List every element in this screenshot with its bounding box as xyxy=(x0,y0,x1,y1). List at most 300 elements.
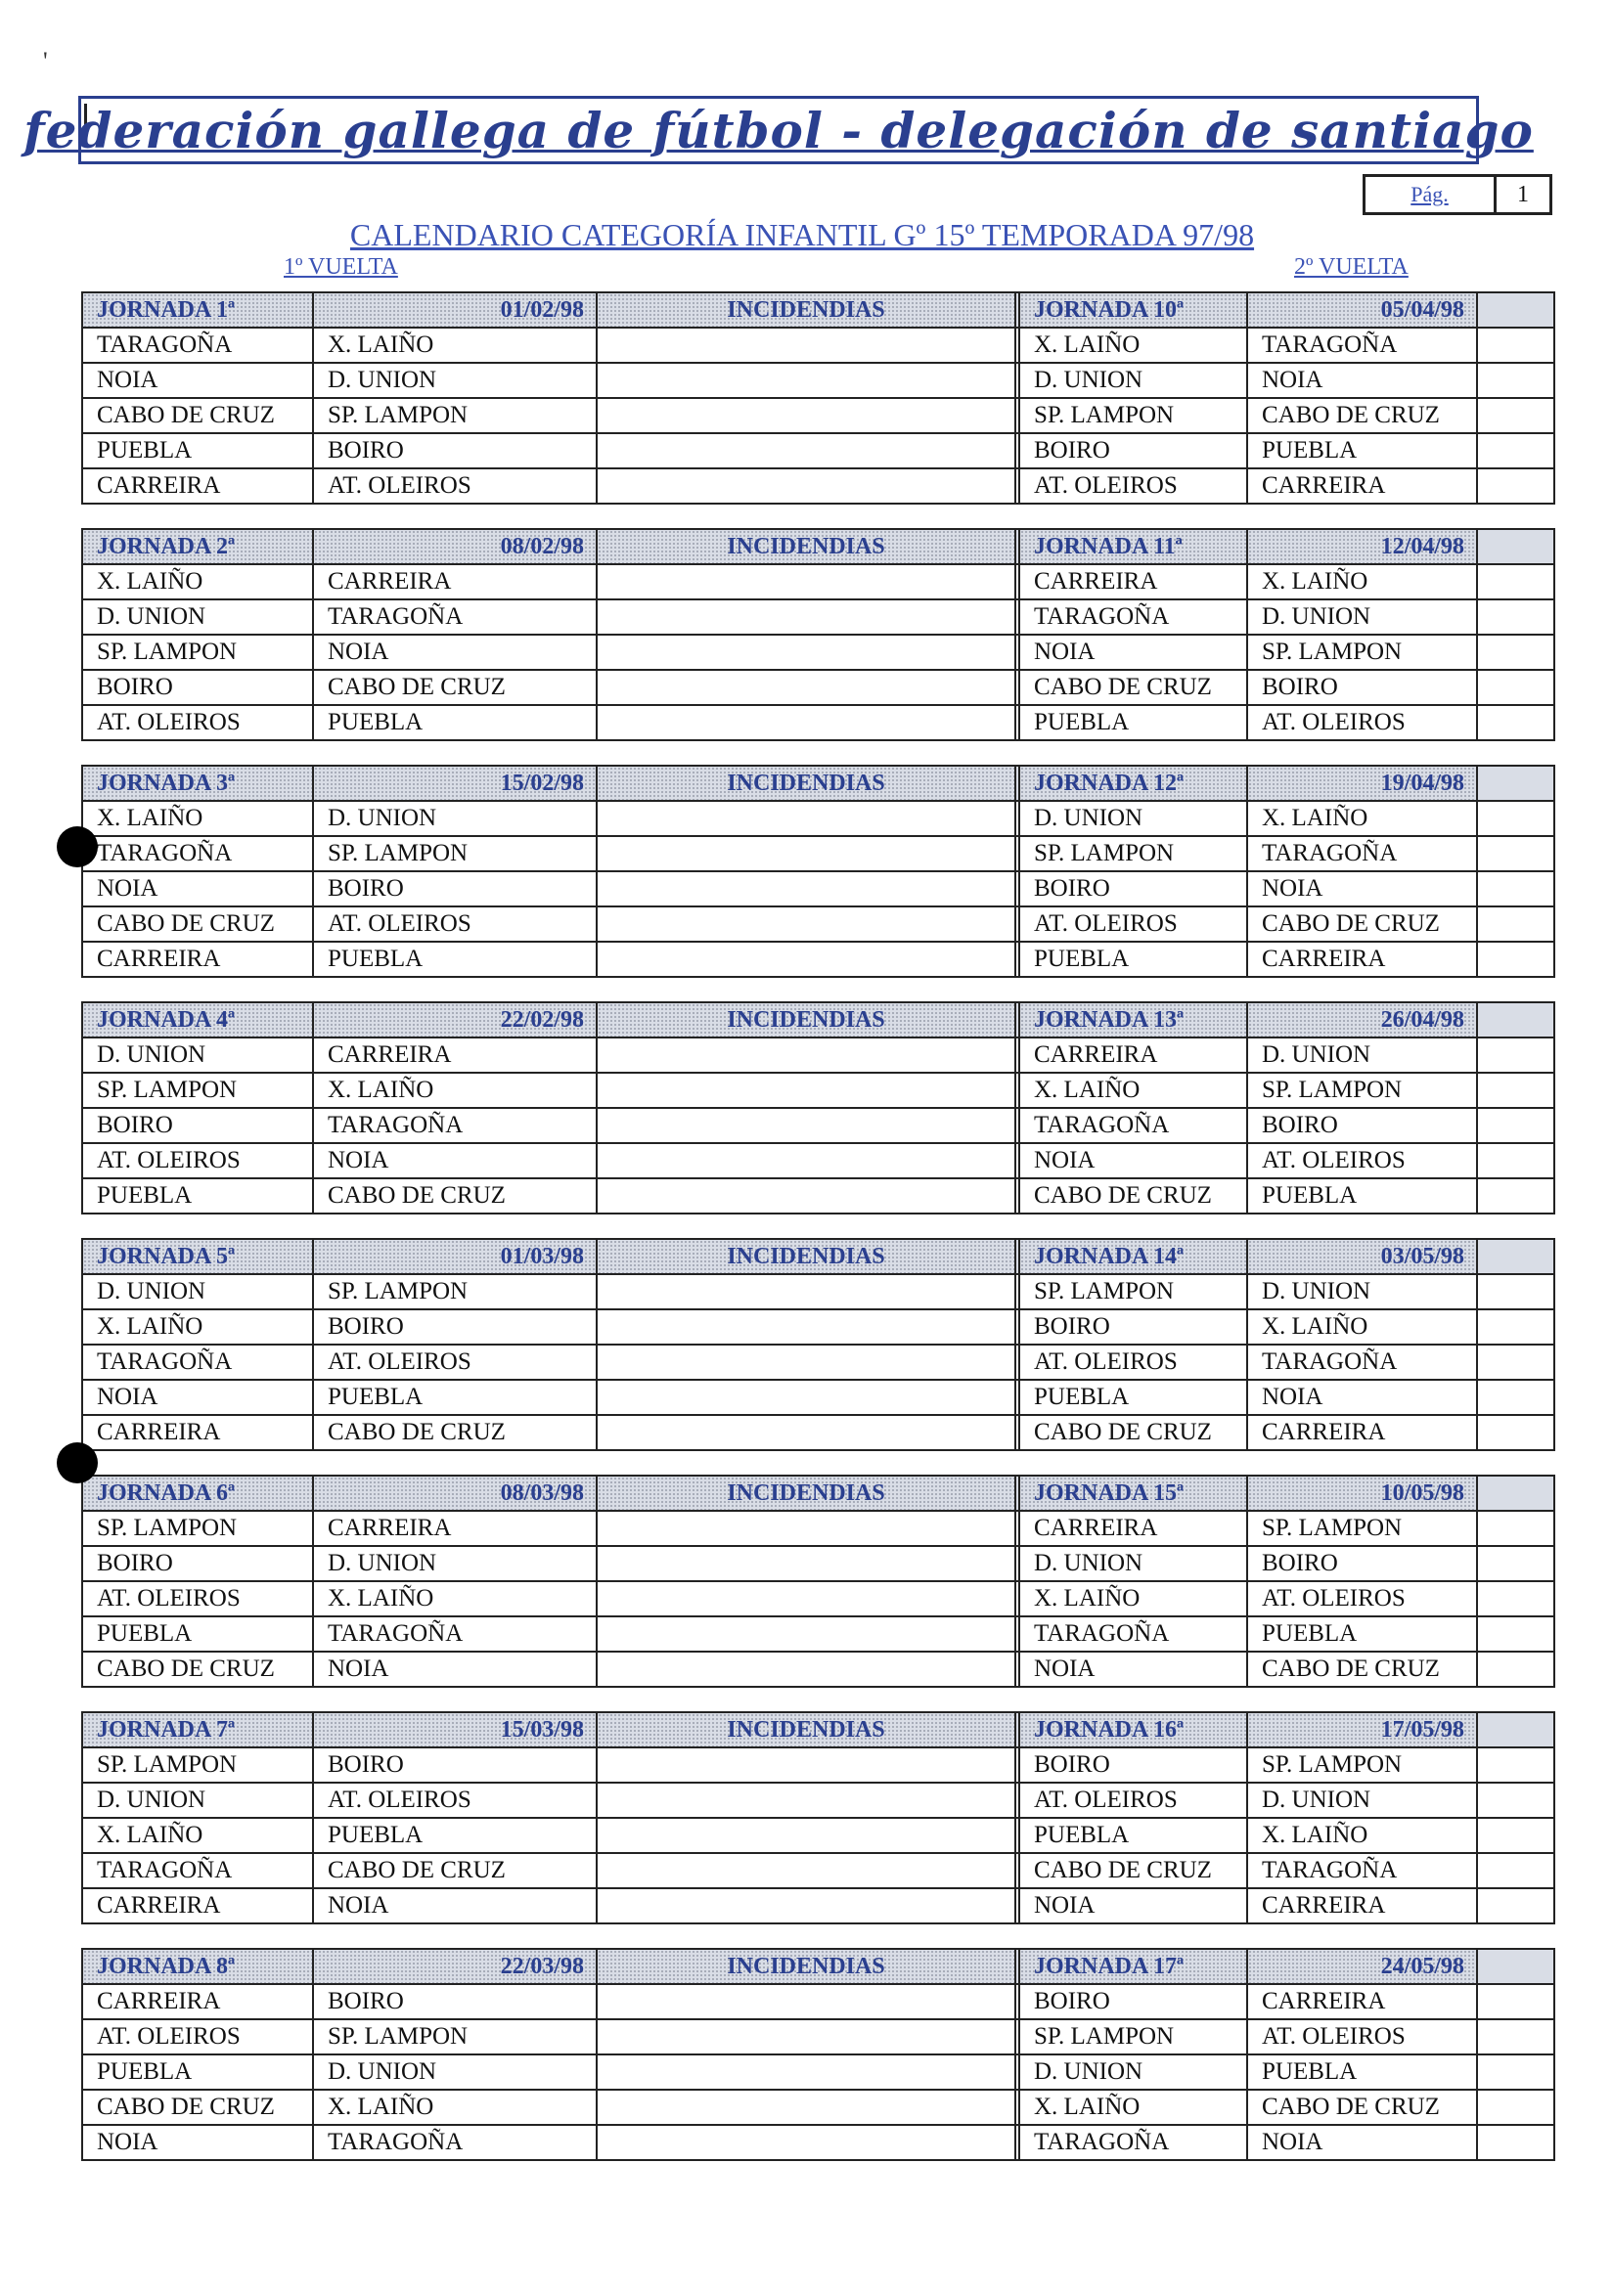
away-team: PUEBLA xyxy=(313,1380,597,1415)
away-team: BOIRO xyxy=(313,1747,597,1783)
home-team: CABO DE CRUZ xyxy=(82,1652,313,1687)
result-cell xyxy=(1477,705,1554,740)
jornada-date: 22/02/98 xyxy=(313,1002,597,1038)
result-cell xyxy=(1477,670,1554,705)
incidencias-cell xyxy=(597,1818,1015,1853)
result-cell xyxy=(1477,2090,1554,2125)
result-cell xyxy=(1477,292,1554,328)
jornada-date: 12/04/98 xyxy=(1247,529,1477,564)
jornada-label: JORNADA 8ª xyxy=(82,1949,313,1984)
match-row xyxy=(82,2125,1554,2160)
away-team: CABO DE CRUZ xyxy=(313,1178,597,1214)
home-team: X. LAIÑO xyxy=(82,564,313,599)
match-row xyxy=(82,1546,1554,1581)
home-team: TARAGOÑA xyxy=(1019,599,1247,635)
away-team: BOIRO xyxy=(313,871,597,906)
away-team: NOIA xyxy=(1247,2125,1477,2160)
result-cell xyxy=(1477,564,1554,599)
home-team: NOIA xyxy=(82,2125,313,2160)
home-team: SP. LAMPON xyxy=(1019,2019,1247,2054)
incidencias-cell xyxy=(597,1415,1015,1450)
home-team: SP. LAMPON xyxy=(82,635,313,670)
incidencias-cell xyxy=(597,1309,1015,1345)
away-team: X. LAIÑO xyxy=(313,1073,597,1108)
incidencias-cell xyxy=(597,1853,1015,1888)
match-row xyxy=(82,1888,1554,1923)
match-row xyxy=(82,1415,1554,1450)
jornada-label: JORNADA 17ª xyxy=(1019,1949,1247,1984)
match-row xyxy=(82,1616,1554,1652)
home-team: AT. OLEIROS xyxy=(82,705,313,740)
home-team: NOIA xyxy=(82,1380,313,1415)
incidencias-cell xyxy=(597,564,1015,599)
away-team: AT. OLEIROS xyxy=(1247,2019,1477,2054)
match-row xyxy=(82,2019,1554,2054)
away-team: PUEBLA xyxy=(313,1818,597,1853)
result-cell xyxy=(1477,801,1554,836)
home-team: CABO DE CRUZ xyxy=(1019,1415,1247,1450)
home-team: TARAGOÑA xyxy=(82,1853,313,1888)
result-cell xyxy=(1477,468,1554,504)
home-team: X. LAIÑO xyxy=(1019,2090,1247,2125)
home-team: CARREIRA xyxy=(82,942,313,977)
match-row xyxy=(82,1581,1554,1616)
away-team: D. UNION xyxy=(1247,1274,1477,1309)
incidencias-header: INCIDENDIAS xyxy=(597,1239,1015,1274)
home-team: X. LAIÑO xyxy=(82,1309,313,1345)
jornada-date: 15/03/98 xyxy=(313,1712,597,1747)
away-team: SP. LAMPON xyxy=(313,398,597,433)
away-team: CARREIRA xyxy=(1247,1415,1477,1450)
away-team: D. UNION xyxy=(1247,1783,1477,1818)
jornada-label: JORNADA 15ª xyxy=(1019,1476,1247,1511)
incidencias-cell xyxy=(597,871,1015,906)
away-team: X. LAIÑO xyxy=(1247,801,1477,836)
home-team: BOIRO xyxy=(82,670,313,705)
away-team: NOIA xyxy=(313,635,597,670)
away-team: PUEBLA xyxy=(1247,1178,1477,1214)
incidencias-cell xyxy=(597,1581,1015,1616)
incidencias-header: INCIDENDIAS xyxy=(597,1949,1015,1984)
match-row xyxy=(82,1038,1554,1073)
match-row xyxy=(82,1747,1554,1783)
home-team: D. UNION xyxy=(1019,363,1247,398)
away-team: X. LAIÑO xyxy=(313,2090,597,2125)
incidencias-header: INCIDENDIAS xyxy=(597,292,1015,328)
jornada-label: JORNADA 11ª xyxy=(1019,529,1247,564)
home-team: PUEBLA xyxy=(82,1616,313,1652)
page-number-box xyxy=(1363,174,1552,215)
home-team: NOIA xyxy=(82,363,313,398)
home-team: TARAGOÑA xyxy=(1019,1616,1247,1652)
round-header-row xyxy=(82,1239,1554,1274)
incidencias-cell xyxy=(597,942,1015,977)
match-row xyxy=(82,433,1554,468)
result-cell xyxy=(1477,1415,1554,1450)
away-team: CABO DE CRUZ xyxy=(313,1853,597,1888)
incidencias-cell xyxy=(597,1888,1015,1923)
home-team: BOIRO xyxy=(1019,1984,1247,2019)
result-cell xyxy=(1477,2019,1554,2054)
match-row xyxy=(82,670,1554,705)
match-row xyxy=(82,1380,1554,1415)
incidencias-header: INCIDENDIAS xyxy=(597,766,1015,801)
away-team: CARREIRA xyxy=(313,1511,597,1546)
away-team: TARAGOÑA xyxy=(313,2125,597,2160)
home-team: D. UNION xyxy=(82,1038,313,1073)
home-team: CABO DE CRUZ xyxy=(82,906,313,942)
result-cell xyxy=(1477,1818,1554,1853)
round-table xyxy=(81,1238,1555,1451)
away-team: BOIRO xyxy=(313,1984,597,2019)
away-team: NOIA xyxy=(1247,1380,1477,1415)
result-cell xyxy=(1477,529,1554,564)
incidencias-header: INCIDENDIAS xyxy=(597,1476,1015,1511)
result-cell xyxy=(1477,1108,1554,1143)
match-row xyxy=(82,705,1554,740)
match-row xyxy=(82,363,1554,398)
away-team: X. LAIÑO xyxy=(313,1581,597,1616)
jornada-date: 03/05/98 xyxy=(1247,1239,1477,1274)
home-team: CABO DE CRUZ xyxy=(82,2090,313,2125)
jornada-date: 01/02/98 xyxy=(313,292,597,328)
away-team: PUEBLA xyxy=(1247,1616,1477,1652)
home-team: CARREIRA xyxy=(1019,1511,1247,1546)
home-team: CARREIRA xyxy=(1019,564,1247,599)
home-team: AT. OLEIROS xyxy=(82,1143,313,1178)
result-cell xyxy=(1477,1274,1554,1309)
away-team: CARREIRA xyxy=(1247,1984,1477,2019)
jornada-label: JORNADA 5ª xyxy=(82,1239,313,1274)
home-team: AT. OLEIROS xyxy=(1019,906,1247,942)
result-cell xyxy=(1477,398,1554,433)
incidencias-header: INCIDENDIAS xyxy=(597,1712,1015,1747)
result-cell xyxy=(1477,599,1554,635)
jornada-date: 24/05/98 xyxy=(1247,1949,1477,1984)
away-team: CABO DE CRUZ xyxy=(313,1415,597,1450)
home-team: BOIRO xyxy=(1019,433,1247,468)
result-cell xyxy=(1477,1853,1554,1888)
round-table xyxy=(81,1001,1555,1214)
match-row xyxy=(82,871,1554,906)
vuelta-1-label: 1º VUELTA xyxy=(284,254,398,280)
match-row xyxy=(82,1511,1554,1546)
incidencias-cell xyxy=(597,1747,1015,1783)
round-table xyxy=(81,528,1555,741)
incidencias-header: INCIDENDIAS xyxy=(597,529,1015,564)
home-team: CABO DE CRUZ xyxy=(1019,1853,1247,1888)
round-header-row xyxy=(82,1712,1554,1747)
away-team: NOIA xyxy=(313,1888,597,1923)
incidencias-cell xyxy=(597,1652,1015,1687)
jornada-date: 08/02/98 xyxy=(313,529,597,564)
away-team: AT. OLEIROS xyxy=(313,1783,597,1818)
jornada-label: JORNADA 4ª xyxy=(82,1002,313,1038)
jornada-date: 17/05/98 xyxy=(1247,1712,1477,1747)
incidencias-cell xyxy=(597,2125,1015,2160)
away-team: CARREIRA xyxy=(1247,1888,1477,1923)
result-cell xyxy=(1477,1380,1554,1415)
home-team: TARAGOÑA xyxy=(82,836,313,871)
result-cell xyxy=(1477,906,1554,942)
match-row xyxy=(82,1853,1554,1888)
match-row xyxy=(82,599,1554,635)
incidencias-cell xyxy=(597,1108,1015,1143)
home-team: X. LAIÑO xyxy=(82,801,313,836)
home-team: SP. LAMPON xyxy=(1019,1274,1247,1309)
away-team: NOIA xyxy=(313,1652,597,1687)
away-team: SP. LAMPON xyxy=(1247,1073,1477,1108)
result-cell xyxy=(1477,1652,1554,1687)
result-cell xyxy=(1477,328,1554,363)
away-team: TARAGOÑA xyxy=(1247,1853,1477,1888)
home-team: PUEBLA xyxy=(82,433,313,468)
home-team: CARREIRA xyxy=(82,468,313,504)
away-team: X. LAIÑO xyxy=(313,328,597,363)
match-row xyxy=(82,635,1554,670)
incidencias-cell xyxy=(597,398,1015,433)
match-row xyxy=(82,1143,1554,1178)
vuelta-2-label: 2º VUELTA xyxy=(1294,254,1409,280)
away-team: TARAGOÑA xyxy=(313,599,597,635)
result-cell xyxy=(1477,1984,1554,2019)
away-team: CARREIRA xyxy=(1247,942,1477,977)
match-row xyxy=(82,1178,1554,1214)
away-team: CABO DE CRUZ xyxy=(1247,2090,1477,2125)
result-cell xyxy=(1477,836,1554,871)
home-team: BOIRO xyxy=(82,1546,313,1581)
home-team: BOIRO xyxy=(82,1108,313,1143)
jornada-label: JORNADA 16ª xyxy=(1019,1712,1247,1747)
round-header-row xyxy=(82,1002,1554,1038)
away-team: SP. LAMPON xyxy=(313,836,597,871)
result-cell xyxy=(1477,1581,1554,1616)
incidencias-cell xyxy=(597,363,1015,398)
home-team: D. UNION xyxy=(82,599,313,635)
away-team: CARREIRA xyxy=(313,1038,597,1073)
home-team: TARAGOÑA xyxy=(1019,2125,1247,2160)
away-team: NOIA xyxy=(1247,871,1477,906)
away-team: PUEBLA xyxy=(313,705,597,740)
home-team: BOIRO xyxy=(1019,1309,1247,1345)
incidencias-cell xyxy=(597,1984,1015,2019)
result-cell xyxy=(1477,1309,1554,1345)
match-row xyxy=(82,2090,1554,2125)
away-team: CABO DE CRUZ xyxy=(1247,398,1477,433)
home-team: PUEBLA xyxy=(82,2054,313,2090)
result-cell xyxy=(1477,1783,1554,1818)
home-team: PUEBLA xyxy=(82,1178,313,1214)
punch-hole xyxy=(57,826,98,867)
jornada-label: JORNADA 2ª xyxy=(82,529,313,564)
home-team: NOIA xyxy=(1019,1652,1247,1687)
jornada-label: JORNADA 7ª xyxy=(82,1712,313,1747)
away-team: TARAGOÑA xyxy=(1247,328,1477,363)
away-team: PUEBLA xyxy=(1247,2054,1477,2090)
away-team: X. LAIÑO xyxy=(1247,1818,1477,1853)
away-team: CABO DE CRUZ xyxy=(1247,1652,1477,1687)
match-row xyxy=(82,1818,1554,1853)
result-cell xyxy=(1477,1038,1554,1073)
home-team: X. LAIÑO xyxy=(1019,1581,1247,1616)
away-team: BOIRO xyxy=(1247,1546,1477,1581)
away-team: PUEBLA xyxy=(1247,433,1477,468)
incidencias-cell xyxy=(597,836,1015,871)
home-team: AT. OLEIROS xyxy=(1019,468,1247,504)
incidencias-cell xyxy=(597,906,1015,942)
incidencias-cell xyxy=(597,1616,1015,1652)
away-team: D. UNION xyxy=(1247,599,1477,635)
jornada-label: JORNADA 3ª xyxy=(82,766,313,801)
round-table xyxy=(81,765,1555,978)
match-row xyxy=(82,1652,1554,1687)
home-team: NOIA xyxy=(82,871,313,906)
match-row xyxy=(82,801,1554,836)
away-team: AT. OLEIROS xyxy=(1247,1143,1477,1178)
home-team: CARREIRA xyxy=(82,1984,313,2019)
match-row xyxy=(82,1345,1554,1380)
result-cell xyxy=(1477,1511,1554,1546)
home-team: CABO DE CRUZ xyxy=(1019,1178,1247,1214)
round-header-row xyxy=(82,1949,1554,1984)
round-header-row xyxy=(82,1476,1554,1511)
incidencias-cell xyxy=(597,599,1015,635)
home-team: BOIRO xyxy=(1019,871,1247,906)
incidencias-cell xyxy=(597,1178,1015,1214)
result-cell xyxy=(1477,766,1554,801)
away-team: D. UNION xyxy=(313,363,597,398)
round-table xyxy=(81,1475,1555,1688)
match-row xyxy=(82,1984,1554,2019)
jornada-date: 05/04/98 xyxy=(1247,292,1477,328)
round-header-row xyxy=(82,529,1554,564)
result-cell xyxy=(1477,1546,1554,1581)
away-team: SP. LAMPON xyxy=(313,1274,597,1309)
result-cell xyxy=(1477,1143,1554,1178)
federation-banner xyxy=(23,96,1534,164)
match-row xyxy=(82,398,1554,433)
home-team: AT. OLEIROS xyxy=(1019,1783,1247,1818)
away-team: NOIA xyxy=(313,1143,597,1178)
jornada-date: 01/03/98 xyxy=(313,1239,597,1274)
round-table xyxy=(81,1948,1555,2161)
result-cell xyxy=(1477,1712,1554,1747)
away-team: TARAGOÑA xyxy=(1247,836,1477,871)
home-team: D. UNION xyxy=(1019,2054,1247,2090)
result-cell xyxy=(1477,1002,1554,1038)
jornada-date: 15/02/98 xyxy=(313,766,597,801)
away-team: AT. OLEIROS xyxy=(313,906,597,942)
home-team: TARAGOÑA xyxy=(82,1345,313,1380)
home-team: CABO DE CRUZ xyxy=(1019,670,1247,705)
away-team: BOIRO xyxy=(1247,670,1477,705)
result-cell xyxy=(1477,363,1554,398)
home-team: X. LAIÑO xyxy=(1019,1073,1247,1108)
away-team: D. UNION xyxy=(313,2054,597,2090)
result-cell xyxy=(1477,433,1554,468)
home-team: SP. LAMPON xyxy=(82,1073,313,1108)
away-team: BOIRO xyxy=(313,1309,597,1345)
away-team: D. UNION xyxy=(313,1546,597,1581)
incidencias-cell xyxy=(597,635,1015,670)
home-team: SP. LAMPON xyxy=(82,1747,313,1783)
away-team: SP. LAMPON xyxy=(1247,1511,1477,1546)
incidencias-cell xyxy=(597,1783,1015,1818)
home-team: BOIRO xyxy=(1019,1747,1247,1783)
home-team: CARREIRA xyxy=(82,1888,313,1923)
match-row xyxy=(82,906,1554,942)
jornada-label: JORNADA 6ª xyxy=(82,1476,313,1511)
scan-mark: ' xyxy=(43,47,48,75)
incidencias-cell xyxy=(597,801,1015,836)
home-team: PUEBLA xyxy=(1019,942,1247,977)
away-team: X. LAIÑO xyxy=(1247,1309,1477,1345)
home-team: NOIA xyxy=(1019,1143,1247,1178)
home-team: D. UNION xyxy=(82,1274,313,1309)
jornada-label: JORNADA 14ª xyxy=(1019,1239,1247,1274)
incidencias-cell xyxy=(597,433,1015,468)
page-label: Pág. xyxy=(1366,177,1497,212)
away-team: CARREIRA xyxy=(313,564,597,599)
match-row xyxy=(82,836,1554,871)
home-team: SP. LAMPON xyxy=(82,1511,313,1546)
jornada-date: 26/04/98 xyxy=(1247,1002,1477,1038)
away-team: SP. LAMPON xyxy=(1247,635,1477,670)
banner-title: federación gallega de fútbol - delegación de santiago xyxy=(23,101,1534,159)
jornada-date: 10/05/98 xyxy=(1247,1476,1477,1511)
incidencias-header: INCIDENDIAS xyxy=(597,1002,1015,1038)
home-team: AT. OLEIROS xyxy=(1019,1345,1247,1380)
away-team: X. LAIÑO xyxy=(1247,564,1477,599)
match-row xyxy=(82,328,1554,363)
home-team: CABO DE CRUZ xyxy=(82,398,313,433)
incidencias-cell xyxy=(597,705,1015,740)
result-cell xyxy=(1477,1949,1554,1984)
home-team: X. LAIÑO xyxy=(1019,328,1247,363)
away-team: D. UNION xyxy=(1247,1038,1477,1073)
jornada-date: 19/04/98 xyxy=(1247,766,1477,801)
away-team: NOIA xyxy=(1247,363,1477,398)
round-table xyxy=(81,1711,1555,1924)
away-team: CABO DE CRUZ xyxy=(313,670,597,705)
incidencias-cell xyxy=(597,1274,1015,1309)
match-row xyxy=(82,1783,1554,1818)
incidencias-cell xyxy=(597,1345,1015,1380)
result-cell xyxy=(1477,1888,1554,1923)
result-cell xyxy=(1477,1476,1554,1511)
result-cell xyxy=(1477,2054,1554,2090)
away-team: CABO DE CRUZ xyxy=(1247,906,1477,942)
incidencias-cell xyxy=(597,1511,1015,1546)
home-team: NOIA xyxy=(1019,635,1247,670)
incidencias-cell xyxy=(597,670,1015,705)
result-cell xyxy=(1477,635,1554,670)
home-team: CARREIRA xyxy=(1019,1038,1247,1073)
away-team: TARAGOÑA xyxy=(1247,1345,1477,1380)
result-cell xyxy=(1477,1616,1554,1652)
home-team: AT. OLEIROS xyxy=(82,1581,313,1616)
result-cell xyxy=(1477,1345,1554,1380)
away-team: AT. OLEIROS xyxy=(1247,1581,1477,1616)
match-row xyxy=(82,2054,1554,2090)
away-team: AT. OLEIROS xyxy=(313,468,597,504)
result-cell xyxy=(1477,1747,1554,1783)
home-team: TARAGOÑA xyxy=(1019,1108,1247,1143)
away-team: AT. OLEIROS xyxy=(1247,705,1477,740)
jornada-date: 08/03/98 xyxy=(313,1476,597,1511)
away-team: CARREIRA xyxy=(1247,468,1477,504)
match-row xyxy=(82,1309,1554,1345)
